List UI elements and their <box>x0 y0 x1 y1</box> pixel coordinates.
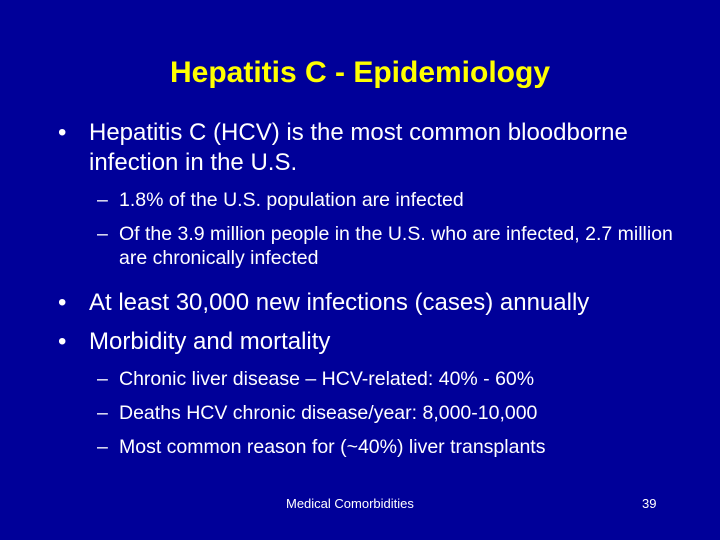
sub-bullet-text: Chronic liver disease – HCV-related: 40% - 60% <box>119 368 535 390</box>
sub-bullet-glyph: – <box>97 223 108 245</box>
sub-bullet-text: Of the 3.9 million people in the U.S. who are infected, 2.7 million are chronically infected <box>119 223 673 269</box>
bullet-glyph: • <box>58 119 67 146</box>
sub-bullet-glyph: – <box>97 368 108 390</box>
sub-bullet-text: Most common reason for (~40%) liver transplants <box>119 436 546 458</box>
bullet-text: Morbidity and mortality <box>89 328 331 355</box>
bullet-glyph: • <box>58 328 67 355</box>
sub-bullet-glyph: – <box>97 402 108 424</box>
sub-bullet-text: 1.8% of the U.S. population are infected <box>119 189 464 211</box>
sub-bullet-glyph: – <box>97 189 108 211</box>
slide-title: Hepatitis C - Epidemiology <box>169 56 551 89</box>
sub-bullet-text: Deaths HCV chronic disease/year: 8,000-10,000 <box>119 402 538 424</box>
sub-bullet-glyph: – <box>97 436 108 458</box>
bullet-text: At least 30,000 new infections (cases) annually <box>89 289 590 316</box>
bullet-glyph: • <box>58 289 67 316</box>
footer-text: Medical Comorbidities <box>286 496 414 511</box>
page-number: 39 <box>642 496 657 511</box>
bullet-text: Hepatitis C (HCV) is the most common bloodborne infection in the U.S. <box>89 119 628 176</box>
